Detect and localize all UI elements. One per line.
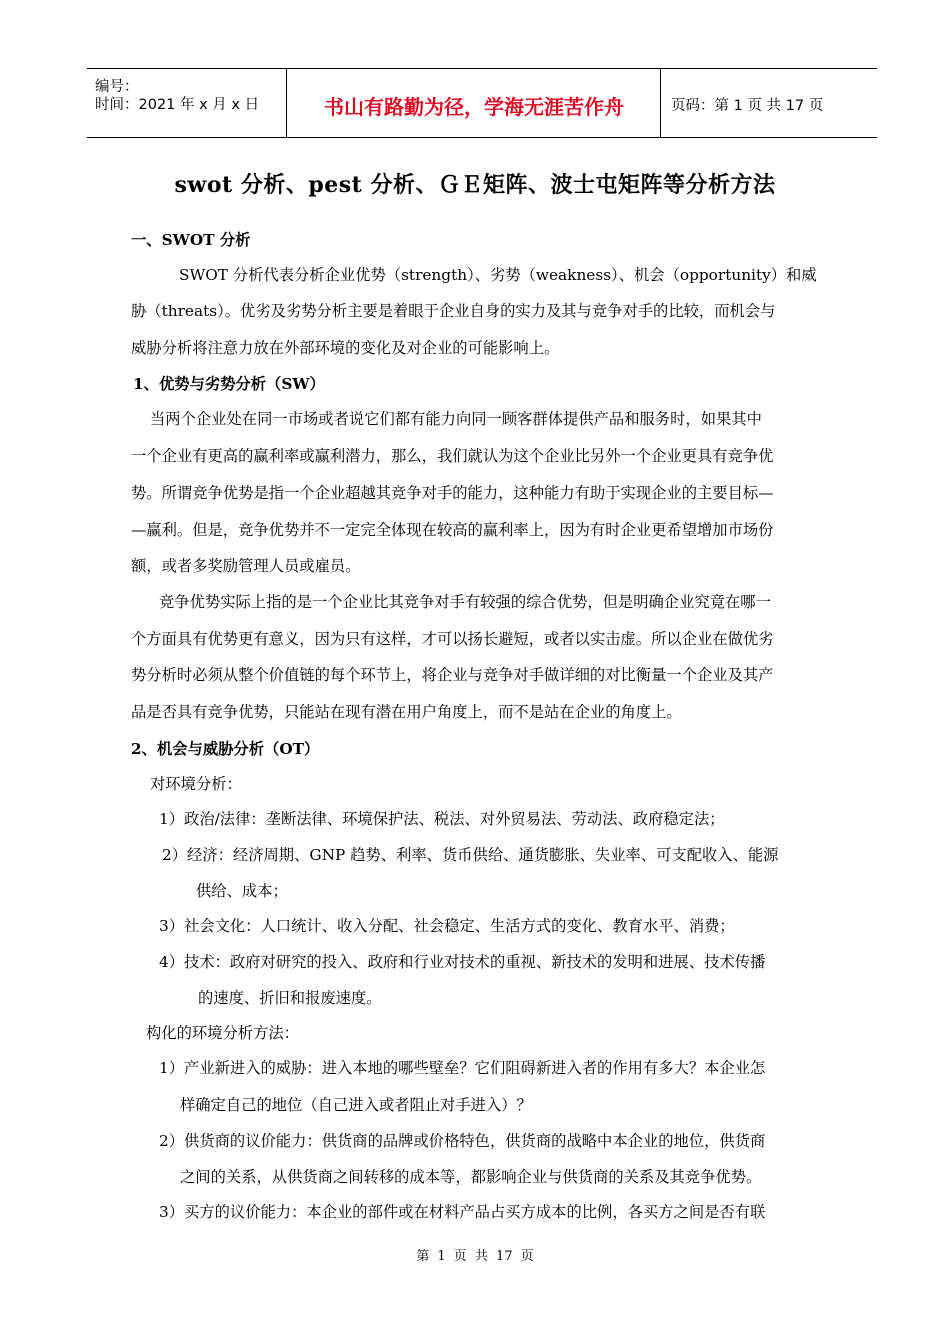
subsection-heading-ot: 2、机会与威胁分析（OT） [131, 740, 320, 758]
subsection-heading-sw: 1、优势与劣势分析（SW） [133, 375, 325, 393]
paragraph-line: 额，或者多奖励管理人员或雇员。 [131, 557, 361, 575]
struct-item: 3）买方的议价能力：本企业的部件或在材料产品占买方成本的比例，各买方之间是否有联 [159, 1203, 766, 1221]
page-footer: 第 1 页 共 17 页 [416, 1249, 534, 1264]
header-page-number: 页码：第 1 页 共 17 页 [671, 98, 824, 114]
env-item: 3）社会文化：人口统计、收入分配、社会稳定、生活方式的变化、教育水平、消费； [159, 917, 735, 935]
env-item: 4）技术：政府对研究的投入、政府和行业对技术的重视、新技术的发明和进展、技术传播 [159, 953, 766, 971]
struct-analysis-intro: 构化的环境分析方法： [146, 1024, 299, 1042]
env-item-continuation: 供给、成本； [196, 882, 288, 900]
paragraph-line: 个方面具有优势更有意义，因为只有这样，才可以扬长避短，或者以实击虚。所以企业在做优劣 [131, 630, 774, 648]
document-date-label: 时间：2021 年 x 月 x 日 [95, 97, 260, 113]
paragraph-line: 竞争优势实际上指的是一个企业比其竞争对手有较强的综合优势，但是明确企业究竟在哪一 [159, 593, 771, 611]
page-header [87, 68, 877, 138]
paragraph-line: 势分析时必须从整个价值链的每个环节上，将企业与竞争对手做详细的对比衡量一个企业及其产 [131, 666, 774, 684]
document-number-label: 编号： [95, 79, 139, 95]
env-item: 2）经济：经济周期、GNP 趋势、利率、货币供给、通货膨胀、失业率、可支配收入、能源 [162, 846, 779, 864]
header-info-cell [87, 69, 287, 137]
paragraph-line: —赢利。但是，竞争优势并不一定完全体现在较高的赢利率上，因为有时企业更希望增加市场份 [131, 521, 774, 539]
env-item-continuation: 的速度、折旧和报废速度。 [198, 989, 382, 1007]
paragraph-line: 一个企业有更高的赢利率或赢利潜力，那么，我们就认为这个企业比另外一个企业更具有竞争优 [131, 447, 774, 465]
section-heading-swot: 一、SWOT 分析 [131, 231, 251, 249]
header-slogan-cell [287, 69, 661, 137]
paragraph-line: SWOT 分析代表分析企业优势（strength）、劣势（weakness）、机会（opportunity）和威 [179, 266, 817, 284]
document-title: swot 分析、pest 分析、ＧＥ矩阵、波士屯矩阵等分析方法 [174, 172, 776, 198]
struct-item-continuation: 之间的关系，从供货商之间转移的成本等，都影响企业与供货商的关系及其竞争优势。 [180, 1168, 762, 1186]
header-slogan: 书山有路勤为径，学海无涯苦作舟 [324, 95, 624, 119]
struct-item: 1）产业新进入的威胁：进入本地的哪些壁垒？它们阻碍新进入者的作用有多大？本企业怎 [159, 1059, 766, 1077]
struct-item-continuation: 样确定自己的地位（自己进入或者阻止对手进入）？ [180, 1096, 532, 1114]
header-page-cell [661, 69, 877, 137]
paragraph-line: 威胁分析将注意力放在外部环境的变化及对企业的可能影响上。 [131, 339, 560, 357]
paragraph-line: 势。所谓竞争优势是指一个企业超越其竞争对手的能力，这种能力有助于实现企业的主要目标— [131, 484, 774, 502]
env-analysis-intro: 对环境分析： [150, 775, 242, 793]
struct-item: 2）供货商的议价能力：供货商的品牌或价格特色，供货商的战略中本企业的地位，供货商 [159, 1132, 766, 1150]
paragraph-line: 胁（threats）。优劣及劣势分析主要是着眼于企业自身的实力及其与竞争对手的比较，而机会与 [131, 302, 776, 320]
paragraph-line: 当两个企业处在同一市场或者说它们都有能力向同一顾客群体提供产品和服务时，如果其中 [150, 410, 762, 428]
paragraph-line: 品是否具有竞争优势，只能站在现有潜在用户角度上，而不是站在企业的角度上。 [131, 703, 682, 721]
env-item: 1）政治/法律：垄断法律、环境保护法、税法、对外贸易法、劳动法、政府稳定法； [159, 810, 725, 828]
